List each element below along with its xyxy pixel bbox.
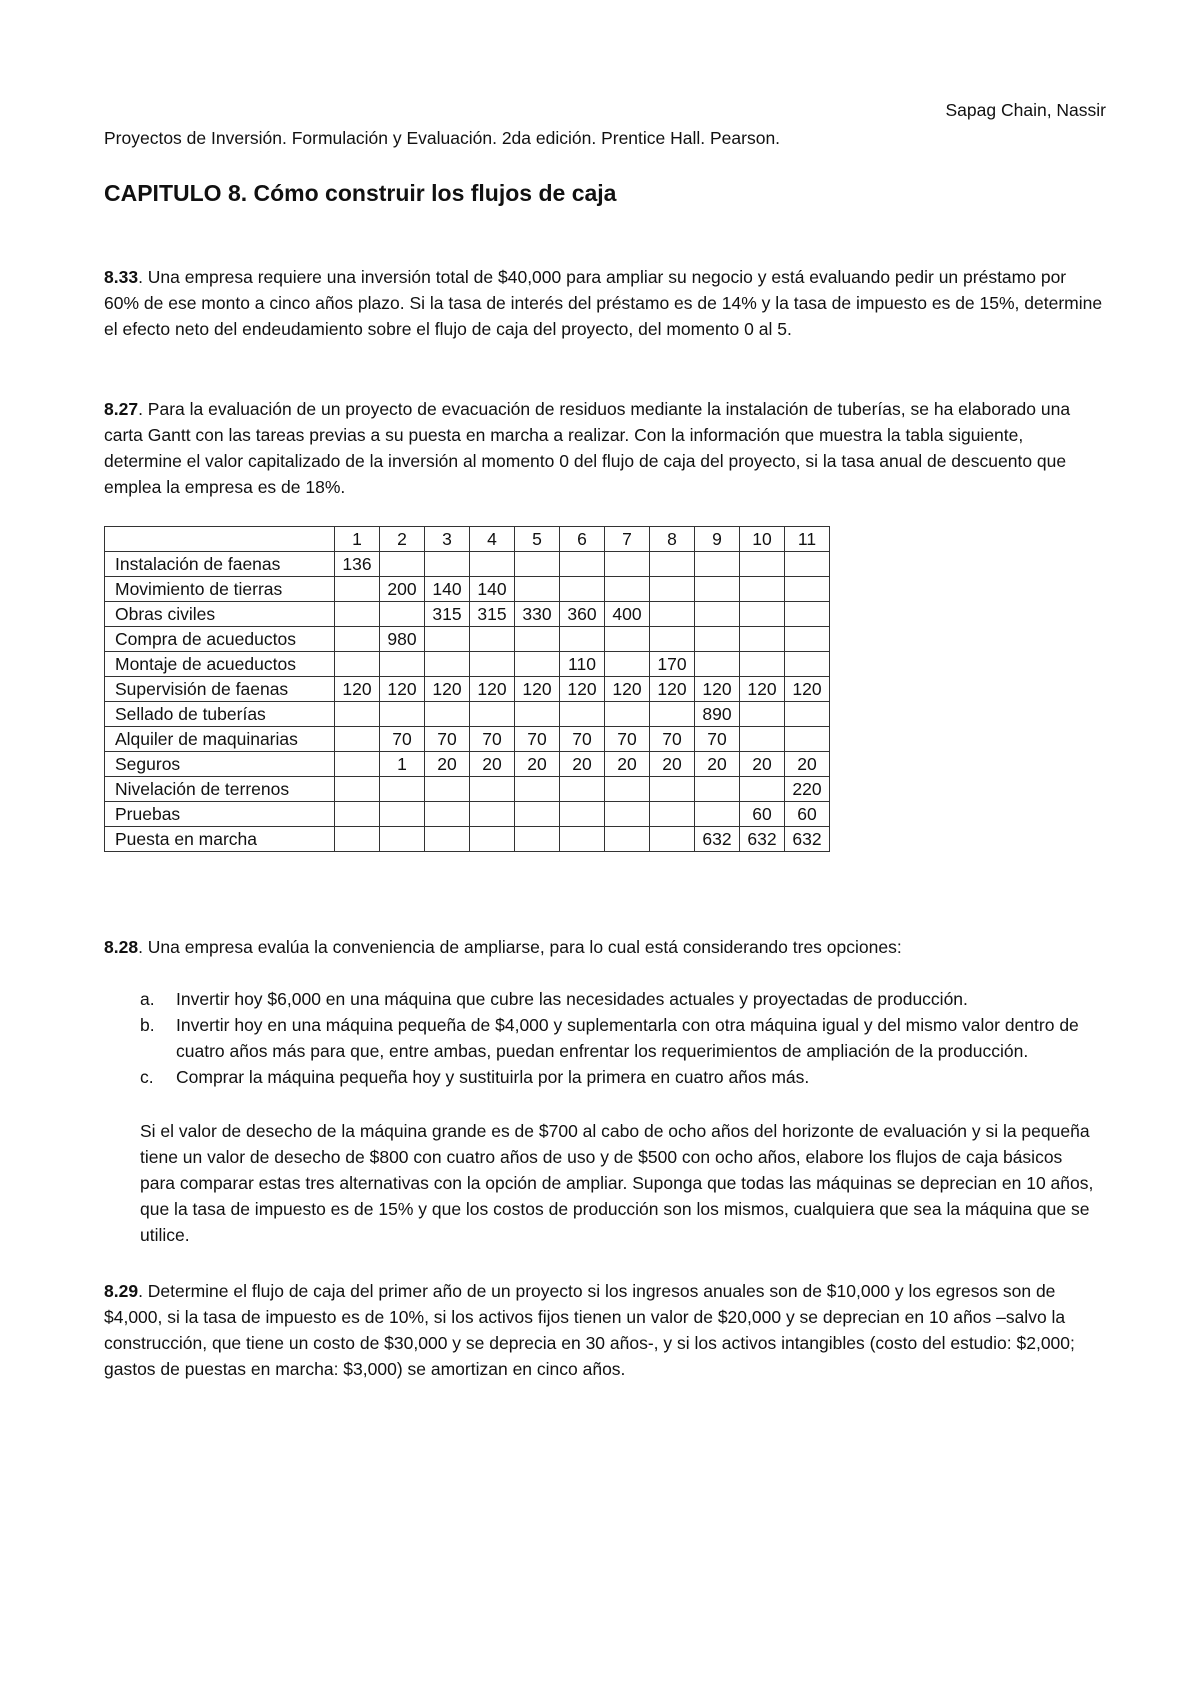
value-cell: 360 <box>560 602 605 627</box>
value-cell <box>605 627 650 652</box>
value-cell <box>425 627 470 652</box>
value-cell <box>425 802 470 827</box>
column-header: 6 <box>560 527 605 552</box>
value-cell <box>785 602 830 627</box>
value-cell <box>740 702 785 727</box>
value-cell <box>740 727 785 752</box>
value-cell <box>335 602 380 627</box>
value-cell <box>605 827 650 852</box>
value-cell <box>335 652 380 677</box>
column-header: 1 <box>335 527 380 552</box>
value-cell <box>605 552 650 577</box>
value-cell <box>425 827 470 852</box>
value-cell <box>470 652 515 677</box>
value-cell: 70 <box>515 727 560 752</box>
value-cell <box>470 827 515 852</box>
column-header: 4 <box>470 527 515 552</box>
task-name-cell: Nivelación de terrenos <box>105 777 335 802</box>
option-text: Invertir hoy $6,000 en una máquina que cubre las necesidades actuales y proyectadas de producción. <box>176 989 968 1009</box>
value-cell <box>380 652 425 677</box>
table-corner-cell <box>105 527 335 552</box>
value-cell <box>560 577 605 602</box>
value-cell <box>335 702 380 727</box>
value-cell <box>650 552 695 577</box>
value-cell: 70 <box>605 727 650 752</box>
value-cell <box>785 577 830 602</box>
value-cell: 120 <box>605 677 650 702</box>
value-cell <box>605 577 650 602</box>
value-cell <box>740 552 785 577</box>
value-cell: 120 <box>470 677 515 702</box>
value-cell <box>470 702 515 727</box>
problem-text: . Una empresa evalúa la conveniencia de ampliarse, para lo cual está considerando tres opciones: <box>138 937 902 957</box>
problem-text: . Para la evaluación de un proyecto de evacuación de residuos mediante la instalación de tuberías, se ha elaborado una carta Gantt con las tareas previas a su puesta en marcha a realizar. Con la información que muestra la tabla siguiente, determine el valor capitalizado de la inversión al momento 0 del flujo de caja del proyecto, si la tasa anual de descuento que emplea la empresa es de 18%. <box>104 399 1071 497</box>
value-cell <box>650 777 695 802</box>
value-cell: 20 <box>740 752 785 777</box>
value-cell <box>695 552 740 577</box>
value-cell <box>335 802 380 827</box>
table-header-row <box>105 527 830 552</box>
author-name: Sapag Chain, Nassir <box>945 100 1106 120</box>
gantt-table <box>104 526 830 852</box>
value-cell <box>515 702 560 727</box>
table-row <box>105 652 830 677</box>
value-cell <box>335 827 380 852</box>
value-cell <box>695 627 740 652</box>
value-cell: 60 <box>785 802 830 827</box>
value-cell <box>740 627 785 652</box>
value-cell <box>515 627 560 652</box>
value-cell <box>515 827 560 852</box>
value-cell: 20 <box>650 752 695 777</box>
value-cell: 70 <box>560 727 605 752</box>
table-row <box>105 727 830 752</box>
value-cell <box>335 727 380 752</box>
value-cell <box>695 652 740 677</box>
problem-number: 8.27 <box>104 399 139 419</box>
value-cell <box>425 552 470 577</box>
value-cell <box>740 777 785 802</box>
option-marker: b. <box>140 1015 155 1035</box>
value-cell: 20 <box>605 752 650 777</box>
value-cell <box>380 602 425 627</box>
problem-number: 8.33 <box>104 267 139 287</box>
value-cell: 70 <box>425 727 470 752</box>
value-cell <box>785 702 830 727</box>
table-row <box>105 752 830 777</box>
value-cell: 400 <box>605 602 650 627</box>
value-cell <box>650 702 695 727</box>
table-row <box>105 777 830 802</box>
table-row <box>105 827 830 852</box>
value-cell: 120 <box>695 677 740 702</box>
problem-8-28 <box>104 934 1104 960</box>
value-cell: 315 <box>425 602 470 627</box>
option-text: Invertir hoy en una máquina pequeña de $4,000 y suplementarla con otra máquina igual y del mismo valor dentro de cuatro años más para que, entre ambas, puedan enfrentar los requerimientos de ampliación de la producción. <box>176 1015 1079 1061</box>
value-cell <box>650 802 695 827</box>
problem-8-33 <box>104 264 1104 342</box>
problem-text: . Determine el flujo de caja del primer año de un proyecto si los ingresos anuales son de $10,000 y los egresos son de $4,000, si la tasa de impuesto es de 10%, si los activos fijos tienen un valor de $20,000 y se deprecian en 10 años –salvo la construcción, que tiene un costo de $30,000 y se deprecia en 30 años-, y si los activos intangibles (costo del estudio: $2,000; gastos de puestas en marcha: $3,000) se amortizan en cinco años. <box>104 1281 1075 1379</box>
task-name-cell: Seguros <box>105 752 335 777</box>
value-cell <box>605 702 650 727</box>
option-marker: a. <box>140 989 155 1009</box>
value-cell: 120 <box>515 677 560 702</box>
value-cell <box>605 652 650 677</box>
value-cell <box>380 777 425 802</box>
value-cell <box>515 577 560 602</box>
value-cell: 632 <box>785 827 830 852</box>
value-cell: 140 <box>425 577 470 602</box>
value-cell <box>605 777 650 802</box>
value-cell: 315 <box>470 602 515 627</box>
problem-8-27 <box>104 396 1104 500</box>
value-cell <box>515 802 560 827</box>
column-header: 10 <box>740 527 785 552</box>
value-cell <box>515 552 560 577</box>
task-name-cell: Movimiento de tierras <box>105 577 335 602</box>
value-cell: 20 <box>470 752 515 777</box>
value-cell: 20 <box>695 752 740 777</box>
value-cell <box>380 827 425 852</box>
value-cell: 632 <box>740 827 785 852</box>
value-cell <box>695 777 740 802</box>
value-cell: 136 <box>335 552 380 577</box>
table-row <box>105 702 830 727</box>
value-cell <box>425 702 470 727</box>
task-name-cell: Puesta en marcha <box>105 827 335 852</box>
value-cell <box>740 602 785 627</box>
value-cell: 632 <box>695 827 740 852</box>
chapter-title: CAPITULO 8. Cómo construir los flujos de caja <box>104 180 617 206</box>
value-cell <box>695 577 740 602</box>
table-row <box>105 627 830 652</box>
value-cell: 20 <box>560 752 605 777</box>
value-cell <box>785 652 830 677</box>
problem-8-28-continuation: Si el valor de desecho de la máquina grande es de $700 al cabo de ocho años del horizonte de evaluación y si la pequeña tiene un valor de desecho de $800 con cuatro años de uso y de $500 con ocho años, elabore los flujos de caja básicos para comparar estas tres alternativas con la opción de ampliar. Suponga que todas las máquinas se deprecian en 10 años, que la tasa de impuesto es de 15% y que los costos de producción son los mismos, cualquiera que sea la máquina que se utilice. <box>140 1121 1094 1245</box>
value-cell <box>425 652 470 677</box>
value-cell <box>335 627 380 652</box>
value-cell <box>380 702 425 727</box>
problem-8-29 <box>104 1278 1104 1382</box>
value-cell: 330 <box>515 602 560 627</box>
table-row <box>105 552 830 577</box>
value-cell: 200 <box>380 577 425 602</box>
value-cell: 120 <box>560 677 605 702</box>
task-name-cell: Obras civiles <box>105 602 335 627</box>
task-name-cell: Montaje de acueductos <box>105 652 335 677</box>
column-header: 3 <box>425 527 470 552</box>
table-row <box>105 577 830 602</box>
value-cell <box>470 802 515 827</box>
problem-number: 8.29 <box>104 1281 139 1301</box>
value-cell <box>335 752 380 777</box>
value-cell <box>560 777 605 802</box>
value-cell: 890 <box>695 702 740 727</box>
value-cell: 120 <box>380 677 425 702</box>
value-cell <box>650 827 695 852</box>
option-marker: c. <box>140 1067 154 1087</box>
column-header: 7 <box>605 527 650 552</box>
value-cell <box>470 552 515 577</box>
value-cell <box>740 577 785 602</box>
value-cell <box>560 702 605 727</box>
value-cell: 1 <box>380 752 425 777</box>
value-cell <box>695 802 740 827</box>
task-name-cell: Alquiler de maquinarias <box>105 727 335 752</box>
value-cell <box>560 627 605 652</box>
value-cell <box>560 552 605 577</box>
task-name-cell: Instalación de faenas <box>105 552 335 577</box>
value-cell: 120 <box>650 677 695 702</box>
value-cell <box>650 602 695 627</box>
problem-number: 8.28 <box>104 937 139 957</box>
value-cell <box>560 802 605 827</box>
value-cell <box>515 652 560 677</box>
column-header: 8 <box>650 527 695 552</box>
value-cell <box>650 577 695 602</box>
value-cell: 980 <box>380 627 425 652</box>
value-cell <box>380 552 425 577</box>
column-header: 2 <box>380 527 425 552</box>
value-cell <box>515 777 560 802</box>
option-item <box>140 986 1100 1012</box>
task-name-cell: Sellado de tuberías <box>105 702 335 727</box>
value-cell <box>470 627 515 652</box>
value-cell <box>335 577 380 602</box>
column-header: 11 <box>785 527 830 552</box>
option-item <box>140 1012 1100 1064</box>
value-cell <box>740 652 785 677</box>
value-cell: 170 <box>650 652 695 677</box>
value-cell: 220 <box>785 777 830 802</box>
value-cell: 70 <box>650 727 695 752</box>
value-cell <box>335 777 380 802</box>
option-text: Comprar la máquina pequeña hoy y sustituirla por la primera en cuatro años más. <box>176 1067 810 1087</box>
column-header: 9 <box>695 527 740 552</box>
task-name-cell: Pruebas <box>105 802 335 827</box>
value-cell <box>380 802 425 827</box>
value-cell: 20 <box>425 752 470 777</box>
value-cell: 120 <box>425 677 470 702</box>
table-row <box>105 802 830 827</box>
value-cell: 20 <box>785 752 830 777</box>
value-cell <box>785 627 830 652</box>
value-cell: 140 <box>470 577 515 602</box>
value-cell: 120 <box>740 677 785 702</box>
value-cell <box>470 777 515 802</box>
task-name-cell: Compra de acueductos <box>105 627 335 652</box>
table-row <box>105 677 830 702</box>
value-cell <box>560 827 605 852</box>
value-cell: 20 <box>515 752 560 777</box>
value-cell: 110 <box>560 652 605 677</box>
value-cell: 120 <box>785 677 830 702</box>
task-name-cell: Supervisión de faenas <box>105 677 335 702</box>
value-cell <box>650 627 695 652</box>
problem-text: . Una empresa requiere una inversión total de $40,000 para ampliar su negocio y está evaluando pedir un préstamo por 60% de ese monto a cinco años plazo. Si la tasa de interés del préstamo es de 14% y la tasa de impuesto es de 15%, determine el efecto neto del endeudamiento sobre el flujo de caja del proyecto, del momento 0 al 5. <box>104 267 1103 339</box>
book-reference: Proyectos de Inversión. Formulación y Evaluación. 2da edición. Prentice Hall. Pearson. <box>104 128 781 148</box>
options-list <box>140 986 1100 1090</box>
value-cell <box>785 727 830 752</box>
value-cell: 70 <box>695 727 740 752</box>
value-cell: 120 <box>335 677 380 702</box>
value-cell: 70 <box>380 727 425 752</box>
value-cell <box>425 777 470 802</box>
value-cell <box>785 552 830 577</box>
column-header: 5 <box>515 527 560 552</box>
value-cell <box>605 802 650 827</box>
option-item <box>140 1064 1100 1090</box>
value-cell: 70 <box>470 727 515 752</box>
value-cell <box>695 602 740 627</box>
table-row <box>105 602 830 627</box>
value-cell: 60 <box>740 802 785 827</box>
